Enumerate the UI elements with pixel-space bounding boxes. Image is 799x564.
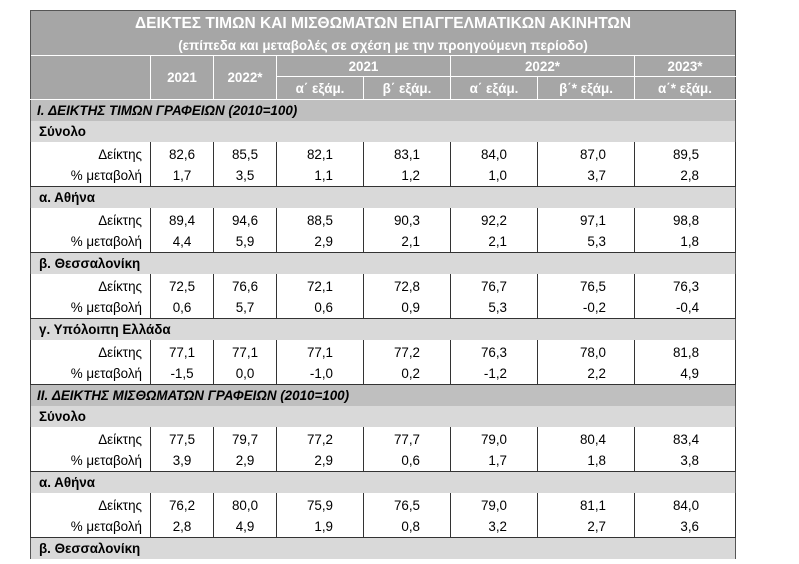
value-cell: 77,5 [151,427,214,450]
value-cell: 2,1 [364,231,451,253]
section-title: I. ΔΕΙΚΤΗΣ ΤΙΜΩΝ ΓΡΑΦΕΙΩΝ (2010=100) [31,100,736,122]
value-cell: 1,7 [151,165,214,187]
value-cell: 2,9 [277,231,364,253]
group-name: α. Αθήνα [31,187,736,209]
group-name: Σύνολο [31,406,736,427]
row-label: % μεταβολή [31,363,151,385]
value-cell: 3,7 [538,165,635,187]
index-row [31,427,736,450]
value-cell: 90,3 [364,208,451,231]
row-label: % μεταβολή [31,231,151,253]
value-cell: 0,2 [364,363,451,385]
value-cell: 77,1 [151,340,214,363]
value-cell: 80,0 [214,493,277,516]
header-year-2021: 2021 [151,56,214,100]
group-name: Σύνολο [31,121,736,142]
header-blank [31,56,151,100]
index-row [31,493,736,516]
value-cell: 80,4 [538,427,635,450]
value-cell: 92,2 [451,208,538,231]
value-cell: 89,4 [151,208,214,231]
value-cell: 84,0 [451,142,538,165]
value-cell: 1,1 [277,165,364,187]
value-cell: 2,7 [538,516,635,538]
price-index-table [30,10,736,559]
group-header-row [31,121,736,142]
row-label: % μεταβολή [31,450,151,472]
group-header-row [31,253,736,275]
group-header-row [31,406,736,427]
value-cell: 85,5 [214,142,277,165]
value-cell: 79,0 [451,427,538,450]
header-year-2022: 2022* [214,56,277,100]
section-title: II. ΔΕΙΚΤΗΣ ΜΙΣΘΩΜΑΤΩΝ ΓΡΑΦΕΙΩΝ (2010=100) [31,385,736,407]
value-cell: 3,5 [214,165,277,187]
value-cell: 72,1 [277,274,364,297]
header-semester-3: α΄ εξάμ. [451,77,538,100]
value-cell: 5,9 [214,231,277,253]
value-cell: 94,6 [214,208,277,231]
value-cell: 2,9 [277,450,364,472]
header-group-2022: 2022* [451,56,635,77]
value-cell: 2,9 [214,450,277,472]
value-cell: 77,1 [277,340,364,363]
value-cell: 3,2 [451,516,538,538]
change-row [31,450,736,472]
header-group-2023: 2023* [635,56,736,77]
value-cell: 76,6 [214,274,277,297]
value-cell: 1,8 [538,450,635,472]
group-header-row [31,538,736,560]
value-cell: 78,0 [538,340,635,363]
value-cell: 88,5 [277,208,364,231]
index-row [31,340,736,363]
value-cell: 0,0 [214,363,277,385]
value-cell: 76,7 [451,274,538,297]
group-header-row [31,472,736,494]
value-cell: 79,7 [214,427,277,450]
value-cell: -1,2 [451,363,538,385]
value-cell: 5,7 [214,297,277,319]
value-cell: 76,3 [635,274,736,297]
value-cell: 87,0 [538,142,635,165]
value-cell: -0,4 [635,297,736,319]
group-header-row [31,319,736,341]
value-cell: 3,6 [635,516,736,538]
value-cell: 0,9 [364,297,451,319]
value-cell: 82,1 [277,142,364,165]
header-semester-5: α΄* εξάμ. [635,77,736,100]
index-row [31,142,736,165]
value-cell: -1,5 [151,363,214,385]
value-cell: 0,6 [277,297,364,319]
value-cell: 77,2 [364,340,451,363]
table-subtitle: (επίπεδα και μεταβολές σε σχέση με την προηγούμενη περίοδο) [31,35,736,56]
value-cell: 79,0 [451,493,538,516]
value-cell: 1,2 [364,165,451,187]
value-cell: 2,1 [451,231,538,253]
value-cell: 83,1 [364,142,451,165]
row-label: % μεταβολή [31,297,151,319]
group-header-row [31,187,736,209]
value-cell: 76,2 [151,493,214,516]
change-row [31,231,736,253]
value-cell: 77,7 [364,427,451,450]
value-cell: 75,9 [277,493,364,516]
value-cell: 84,0 [635,493,736,516]
change-row [31,363,736,385]
value-cell: 81,8 [635,340,736,363]
change-row [31,297,736,319]
value-cell: 0,6 [151,297,214,319]
value-cell: 98,8 [635,208,736,231]
value-cell: 0,6 [364,450,451,472]
value-cell: 0,8 [364,516,451,538]
value-cell: 76,3 [451,340,538,363]
row-label: % μεταβολή [31,516,151,538]
value-cell: 72,8 [364,274,451,297]
value-cell: 76,5 [364,493,451,516]
value-cell: 76,5 [538,274,635,297]
value-cell: 1,9 [277,516,364,538]
value-cell: 5,3 [538,231,635,253]
value-cell: 72,5 [151,274,214,297]
value-cell: 5,3 [451,297,538,319]
value-cell: 83,4 [635,427,736,450]
row-label: Δείκτης [31,142,151,165]
value-cell: 1,0 [451,165,538,187]
value-cell: 97,1 [538,208,635,231]
value-cell: -0,2 [538,297,635,319]
change-row [31,165,736,187]
value-cell: 4,4 [151,231,214,253]
group-name: α. Αθήνα [31,472,736,494]
section-header-row [31,100,736,122]
group-name: β. Θεσσαλονίκη [31,253,736,275]
price-index-table-document [30,10,735,559]
value-cell: 89,5 [635,142,736,165]
change-row [31,516,736,538]
section-header-row [31,385,736,407]
index-row [31,208,736,231]
value-cell: 2,2 [538,363,635,385]
row-label: Δείκτης [31,208,151,231]
value-cell: 77,2 [277,427,364,450]
value-cell: 82,6 [151,142,214,165]
group-name: β. Θεσσαλονίκη [31,538,736,560]
header-group-2021: 2021 [277,56,451,77]
value-cell: 1,7 [451,450,538,472]
row-label: Δείκτης [31,427,151,450]
row-label: % μεταβολή [31,165,151,187]
value-cell: 3,9 [151,450,214,472]
value-cell: 4,9 [635,363,736,385]
value-cell: 4,9 [214,516,277,538]
value-cell: 3,8 [635,450,736,472]
value-cell: 77,1 [214,340,277,363]
group-name: γ. Υπόλοιπη Ελλάδα [31,319,736,341]
value-cell: 81,1 [538,493,635,516]
header-semester-2: β΄ εξάμ. [364,77,451,100]
header-semester-4: β΄* εξάμ. [538,77,635,100]
value-cell: -1,0 [277,363,364,385]
row-label: Δείκτης [31,274,151,297]
index-row [31,274,736,297]
value-cell: 2,8 [635,165,736,187]
header-semester-1: α΄ εξάμ. [277,77,364,100]
row-label: Δείκτης [31,493,151,516]
value-cell: 2,8 [151,516,214,538]
table-title: ΔΕΙΚΤΕΣ ΤΙΜΩΝ ΚΑΙ ΜΙΣΘΩΜΑΤΩΝ ΕΠΑΓΓΕΛΜΑΤΙΚΩΝ ΑΚΙΝΗΤΩΝ [31,11,736,36]
value-cell: 1,8 [635,231,736,253]
row-label: Δείκτης [31,340,151,363]
